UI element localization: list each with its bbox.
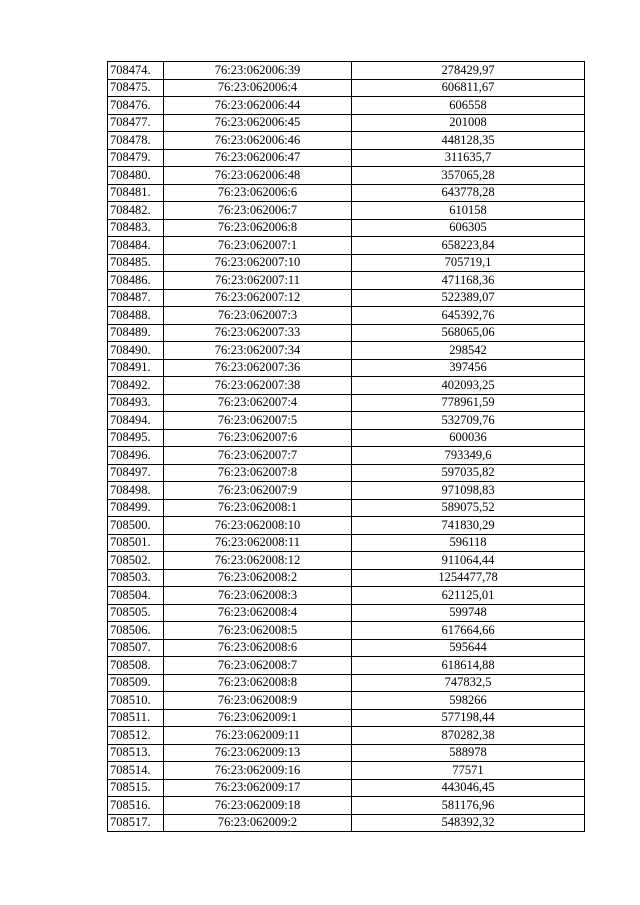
row-number-cell: 708475. (108, 79, 164, 97)
table-row (108, 709, 585, 727)
table-row (108, 342, 585, 360)
row-number-cell: 708511. (108, 709, 164, 727)
cadastral-number-cell: 76:23:062007:7 (164, 447, 352, 465)
table-row (108, 307, 585, 325)
row-number-cell: 708501. (108, 534, 164, 552)
cadastral-number-cell: 76:23:062006:46 (164, 132, 352, 150)
cadastral-number-cell: 76:23:062008:2 (164, 569, 352, 587)
row-number-cell: 708502. (108, 552, 164, 570)
row-number-cell: 708480. (108, 167, 164, 185)
row-number-cell: 708496. (108, 447, 164, 465)
row-number-cell: 708494. (108, 412, 164, 430)
table-row (108, 237, 585, 255)
row-number-cell: 708504. (108, 587, 164, 605)
table-row (108, 482, 585, 500)
value-cell: 606811,67 (352, 79, 585, 97)
table-row (108, 552, 585, 570)
value-cell: 471168,36 (352, 272, 585, 290)
value-cell: 778961,59 (352, 394, 585, 412)
value-cell: 793349,6 (352, 447, 585, 465)
cadastral-number-cell: 76:23:062009:2 (164, 814, 352, 832)
value-cell: 448128,35 (352, 132, 585, 150)
cadastral-number-cell: 76:23:062008:10 (164, 517, 352, 535)
value-cell: 311635,7 (352, 149, 585, 167)
cadastral-number-cell: 76:23:062008:11 (164, 534, 352, 552)
table-row (108, 429, 585, 447)
table-row (108, 499, 585, 517)
table-row (108, 744, 585, 762)
row-number-cell: 708491. (108, 359, 164, 377)
row-number-cell: 708503. (108, 569, 164, 587)
table-row (108, 359, 585, 377)
row-number-cell: 708483. (108, 219, 164, 237)
value-cell: 606558 (352, 97, 585, 115)
value-cell: 402093,25 (352, 377, 585, 395)
row-number-cell: 708508. (108, 657, 164, 675)
row-number-cell: 708485. (108, 254, 164, 272)
cadastral-number-cell: 76:23:062008:12 (164, 552, 352, 570)
row-number-cell: 708482. (108, 202, 164, 220)
cadastral-number-cell: 76:23:062009:18 (164, 797, 352, 815)
table-body (108, 62, 585, 832)
row-number-cell: 708507. (108, 639, 164, 657)
table-row (108, 674, 585, 692)
value-cell: 741830,29 (352, 517, 585, 535)
table-row (108, 657, 585, 675)
row-number-cell: 708500. (108, 517, 164, 535)
value-cell: 617664,66 (352, 622, 585, 640)
cadastral-value-table (107, 61, 585, 832)
row-number-cell: 708493. (108, 394, 164, 412)
value-cell: 77571 (352, 762, 585, 780)
value-cell: 658223,84 (352, 237, 585, 255)
cadastral-number-cell: 76:23:062006:4 (164, 79, 352, 97)
cadastral-number-cell: 76:23:062007:11 (164, 272, 352, 290)
row-number-cell: 708512. (108, 727, 164, 745)
value-cell: 357065,28 (352, 167, 585, 185)
table-row (108, 149, 585, 167)
row-number-cell: 708515. (108, 779, 164, 797)
cadastral-number-cell: 76:23:062006:44 (164, 97, 352, 115)
table-row (108, 167, 585, 185)
table-row (108, 779, 585, 797)
table-row (108, 62, 585, 80)
value-cell: 705719,1 (352, 254, 585, 272)
cadastral-number-cell: 76:23:062009:11 (164, 727, 352, 745)
value-cell: 577198,44 (352, 709, 585, 727)
row-number-cell: 708514. (108, 762, 164, 780)
row-number-cell: 708481. (108, 184, 164, 202)
row-number-cell: 708489. (108, 324, 164, 342)
cadastral-number-cell: 76:23:062007:34 (164, 342, 352, 360)
cadastral-number-cell: 76:23:062009:13 (164, 744, 352, 762)
row-number-cell: 708477. (108, 114, 164, 132)
value-cell: 606305 (352, 219, 585, 237)
row-number-cell: 708495. (108, 429, 164, 447)
cadastral-number-cell: 76:23:062007:10 (164, 254, 352, 272)
row-number-cell: 708476. (108, 97, 164, 115)
value-cell: 870282,38 (352, 727, 585, 745)
value-cell: 522389,07 (352, 289, 585, 307)
value-cell: 589075,52 (352, 499, 585, 517)
row-number-cell: 708513. (108, 744, 164, 762)
cadastral-number-cell: 76:23:062007:33 (164, 324, 352, 342)
cadastral-number-cell: 76:23:062007:6 (164, 429, 352, 447)
table-row (108, 324, 585, 342)
row-number-cell: 708478. (108, 132, 164, 150)
row-number-cell: 708509. (108, 674, 164, 692)
value-cell: 397456 (352, 359, 585, 377)
value-cell: 596118 (352, 534, 585, 552)
cadastral-number-cell: 76:23:062008:9 (164, 692, 352, 710)
value-cell: 595644 (352, 639, 585, 657)
row-number-cell: 708484. (108, 237, 164, 255)
table-row (108, 132, 585, 150)
row-number-cell: 708498. (108, 482, 164, 500)
table-row (108, 797, 585, 815)
table-row (108, 289, 585, 307)
value-cell: 621125,01 (352, 587, 585, 605)
cadastral-number-cell: 76:23:062009:17 (164, 779, 352, 797)
value-cell: 643778,28 (352, 184, 585, 202)
table-row (108, 762, 585, 780)
cadastral-number-cell: 76:23:062006:6 (164, 184, 352, 202)
cadastral-number-cell: 76:23:062008:3 (164, 587, 352, 605)
cadastral-number-cell: 76:23:062009:1 (164, 709, 352, 727)
table-row (108, 639, 585, 657)
value-cell: 600036 (352, 429, 585, 447)
value-cell: 747832,5 (352, 674, 585, 692)
table-row (108, 254, 585, 272)
table-row (108, 394, 585, 412)
table-row (108, 447, 585, 465)
table-row (108, 569, 585, 587)
cadastral-number-cell: 76:23:062006:48 (164, 167, 352, 185)
table-row (108, 184, 585, 202)
value-cell: 610158 (352, 202, 585, 220)
cadastral-number-cell: 76:23:062008:5 (164, 622, 352, 640)
cadastral-number-cell: 76:23:062008:6 (164, 639, 352, 657)
table-row (108, 727, 585, 745)
row-number-cell: 708517. (108, 814, 164, 832)
row-number-cell: 708486. (108, 272, 164, 290)
value-cell: 278429,97 (352, 62, 585, 80)
value-cell: 548392,32 (352, 814, 585, 832)
value-cell: 532709,76 (352, 412, 585, 430)
row-number-cell: 708479. (108, 149, 164, 167)
table-row (108, 534, 585, 552)
value-cell: 568065,06 (352, 324, 585, 342)
table-row (108, 692, 585, 710)
value-cell: 911064,44 (352, 552, 585, 570)
value-cell: 1254477,78 (352, 569, 585, 587)
cadastral-number-cell: 76:23:062007:3 (164, 307, 352, 325)
table-row (108, 814, 585, 832)
cadastral-number-cell: 76:23:062008:1 (164, 499, 352, 517)
cadastral-number-cell: 76:23:062007:4 (164, 394, 352, 412)
table-row (108, 97, 585, 115)
value-cell: 588978 (352, 744, 585, 762)
row-number-cell: 708488. (108, 307, 164, 325)
value-cell: 599748 (352, 604, 585, 622)
value-cell: 581176,96 (352, 797, 585, 815)
table-row (108, 412, 585, 430)
cadastral-number-cell: 76:23:062007:1 (164, 237, 352, 255)
value-cell: 971098,83 (352, 482, 585, 500)
row-number-cell: 708505. (108, 604, 164, 622)
table-row (108, 272, 585, 290)
row-number-cell: 708499. (108, 499, 164, 517)
cadastral-number-cell: 76:23:062007:5 (164, 412, 352, 430)
cadastral-number-cell: 76:23:062006:47 (164, 149, 352, 167)
row-number-cell: 708490. (108, 342, 164, 360)
table-row (108, 79, 585, 97)
row-number-cell: 708474. (108, 62, 164, 80)
row-number-cell: 708497. (108, 464, 164, 482)
row-number-cell: 708516. (108, 797, 164, 815)
table-row (108, 219, 585, 237)
cadastral-number-cell: 76:23:062007:9 (164, 482, 352, 500)
table-row (108, 202, 585, 220)
table-row (108, 604, 585, 622)
value-cell: 618614,88 (352, 657, 585, 675)
cadastral-number-cell: 76:23:062006:39 (164, 62, 352, 80)
table-row (108, 517, 585, 535)
table-row (108, 587, 585, 605)
table-row (108, 464, 585, 482)
cadastral-number-cell: 76:23:062009:16 (164, 762, 352, 780)
cadastral-number-cell: 76:23:062008:8 (164, 674, 352, 692)
table-row (108, 622, 585, 640)
cadastral-number-cell: 76:23:062007:36 (164, 359, 352, 377)
row-number-cell: 708487. (108, 289, 164, 307)
row-number-cell: 708506. (108, 622, 164, 640)
cadastral-number-cell: 76:23:062008:4 (164, 604, 352, 622)
value-cell: 645392,76 (352, 307, 585, 325)
table-row (108, 114, 585, 132)
value-cell: 443046,45 (352, 779, 585, 797)
value-cell: 201008 (352, 114, 585, 132)
cadastral-number-cell: 76:23:062006:7 (164, 202, 352, 220)
value-cell: 597035,82 (352, 464, 585, 482)
cadastral-number-cell: 76:23:062006:45 (164, 114, 352, 132)
cadastral-number-cell: 76:23:062006:8 (164, 219, 352, 237)
row-number-cell: 708510. (108, 692, 164, 710)
cadastral-number-cell: 76:23:062008:7 (164, 657, 352, 675)
value-cell: 298542 (352, 342, 585, 360)
cadastral-number-cell: 76:23:062007:38 (164, 377, 352, 395)
row-number-cell: 708492. (108, 377, 164, 395)
table-row (108, 377, 585, 395)
value-cell: 598266 (352, 692, 585, 710)
cadastral-number-cell: 76:23:062007:12 (164, 289, 352, 307)
cadastral-number-cell: 76:23:062007:8 (164, 464, 352, 482)
